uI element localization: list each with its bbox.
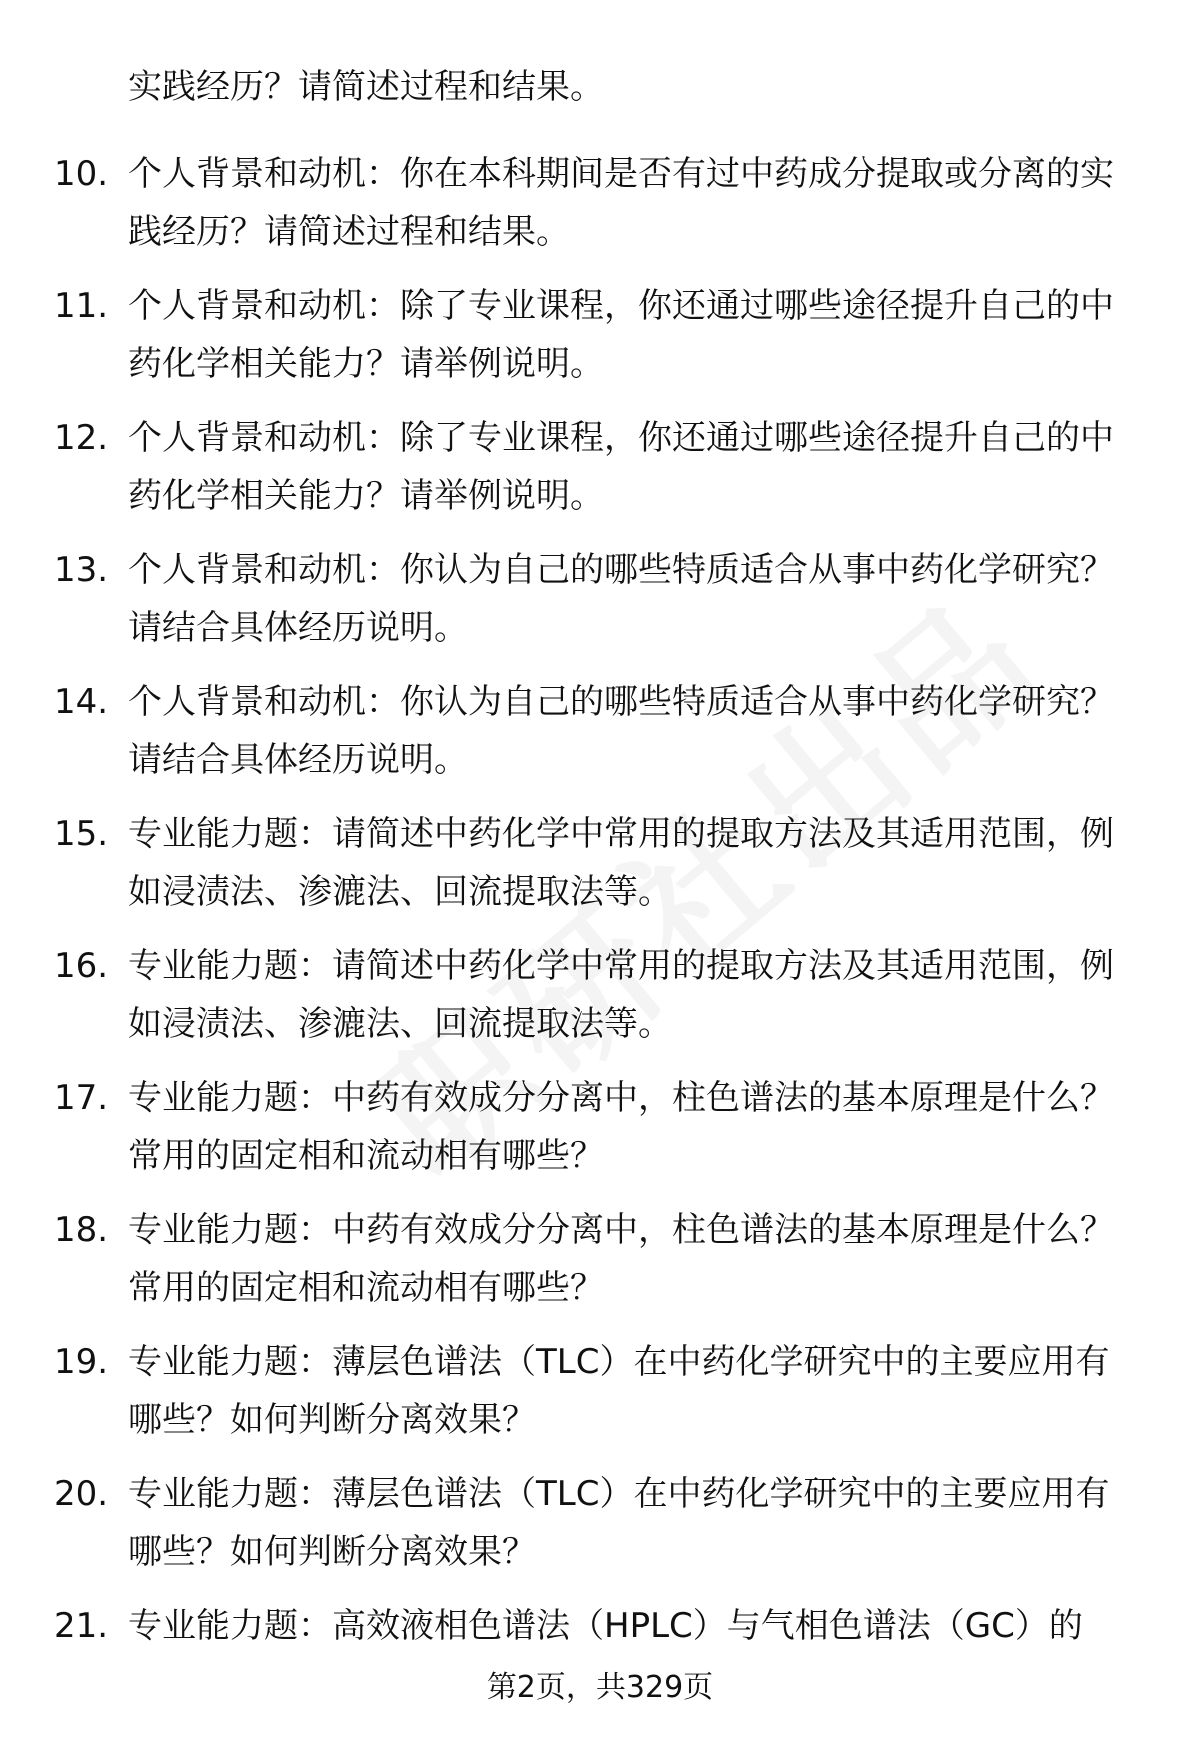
question-text: 个人背景和动机：除了专业课程，你还通过哪些途径提升自己的中药化学相关能力？请举例说明。 (128, 418, 1114, 516)
question-number: 17. (54, 1078, 109, 1118)
question-item (0, 673, 1200, 805)
question-number: 20. (54, 1474, 109, 1514)
question-number: 21. (54, 1606, 109, 1646)
question-text: 专业能力题：高效液相色谱法（HPLC）与气相色谱法（GC）的 (128, 1606, 1083, 1646)
continued-text: 实践经历？请简述过程和结果。 (128, 67, 604, 107)
question-number: 10. (54, 154, 109, 194)
question-number: 19. (54, 1342, 109, 1382)
question-item (0, 937, 1200, 1069)
question-number: 13. (54, 550, 109, 590)
question-item (0, 409, 1200, 541)
question-text: 专业能力题：中药有效成分分离中，柱色谱法的基本原理是什么？常用的固定相和流动相有哪些？ (128, 1210, 1114, 1308)
question-text: 专业能力题：请简述中药化学中常用的提取方法及其适用范围，例如浸渍法、渗漉法、回流提取法等。 (128, 946, 1114, 1044)
question-text: 个人背景和动机：你认为自己的哪些特质适合从事中药化学研究？请结合具体经历说明。 (128, 682, 1114, 780)
question-text: 个人背景和动机：你在本科期间是否有过中药成分提取或分离的实践经历？请简述过程和结果。 (128, 154, 1114, 252)
question-item (0, 1201, 1200, 1333)
question-number: 14. (54, 682, 109, 722)
question-list (0, 145, 1200, 1729)
question-text: 个人背景和动机：你认为自己的哪些特质适合从事中药化学研究？请结合具体经历说明。 (128, 550, 1114, 648)
page-footer: 第2页，共329页 (486, 1670, 714, 1705)
question-text: 专业能力题：请简述中药化学中常用的提取方法及其适用范围，例如浸渍法、渗漉法、回流提取法等。 (128, 814, 1114, 912)
question-item (0, 541, 1200, 673)
question-item (0, 277, 1200, 409)
question-item (0, 1465, 1200, 1597)
question-number: 16. (54, 946, 109, 986)
question-text: 专业能力题：中药有效成分分离中，柱色谱法的基本原理是什么？常用的固定相和流动相有哪些？ (128, 1078, 1114, 1176)
question-number: 18. (54, 1210, 109, 1250)
question-number: 15. (54, 814, 109, 854)
question-item (0, 805, 1200, 937)
question-item (0, 145, 1200, 277)
question-item (0, 1333, 1200, 1465)
question-text: 个人背景和动机：除了专业课程，你还通过哪些途径提升自己的中药化学相关能力？请举例说明。 (128, 286, 1114, 384)
question-item (0, 1069, 1200, 1201)
question-number: 11. (54, 286, 109, 326)
question-text: 专业能力题：薄层色谱法（TLC）在中药化学研究中的主要应用有哪些？如何判断分离效果？ (128, 1342, 1110, 1440)
question-text: 专业能力题：薄层色谱法（TLC）在中药化学研究中的主要应用有哪些？如何判断分离效果？ (128, 1474, 1110, 1572)
question-item (0, 1597, 1200, 1729)
question-number: 12. (54, 418, 109, 458)
